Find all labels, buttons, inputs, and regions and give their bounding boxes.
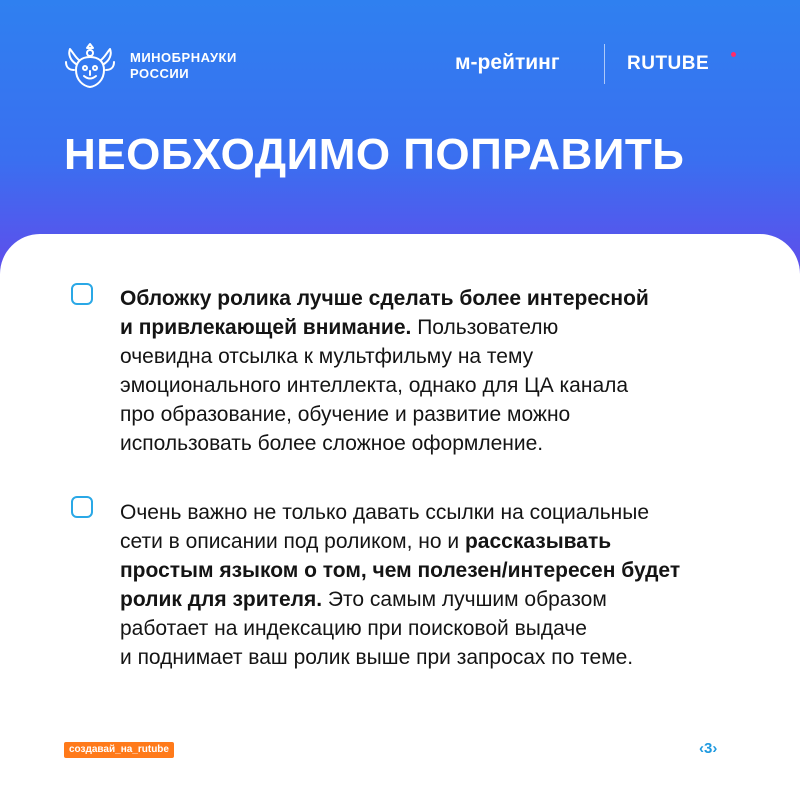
page-title: НЕОБХОДИМО ПОПРАВИТЬ (64, 130, 685, 179)
item-1-line-2-bold: и привлекающей внимание. (120, 316, 412, 339)
ministry-line-2: РОССИИ (130, 66, 190, 81)
item-1-line-6 (120, 429, 780, 458)
item-1-line-4-normal: эмоционального интеллекта, однако для ЦА канала (120, 374, 629, 397)
logo-divider (604, 44, 605, 84)
item-1-line-3 (120, 342, 780, 371)
item-1-line-2-normal: Пользователю (411, 316, 559, 339)
m-rating-logo: м-рейтинг (455, 51, 560, 74)
item-2-line-6 (120, 643, 780, 672)
item-2-line-2 (120, 527, 780, 556)
item-1-line-3-normal: очевидна отсылка к мультфильму на тему (120, 345, 534, 368)
item-1-line-5 (120, 400, 780, 429)
item-2-line-5 (120, 614, 780, 643)
page-number: 3 (704, 740, 713, 757)
item-2-line-4-bold: ролик для зрителя. (120, 588, 323, 611)
item-2-text (120, 498, 780, 672)
item-2-line-4-normal: Это самым лучшим образом (322, 588, 607, 611)
item-2-line-1-normal: Очень важно не только давать ссылки на социальные (120, 501, 650, 524)
item-1-line-5-normal: про образование, обучение и развитие можно (120, 403, 571, 426)
item-1-text (120, 284, 780, 458)
item-2-line-6-normal: и поднимает ваш ролик выше при запросах по теме. (120, 646, 634, 669)
item-2-line-2-bold: рассказывать (464, 530, 612, 553)
item-1-line-4 (120, 371, 780, 400)
item-2-line-2-normal: сети в описании под роликом, но и (120, 530, 465, 553)
hashtag-badge: создавай_на_rutube (64, 742, 174, 758)
prev-chevron-icon[interactable]: ‹ (699, 740, 704, 757)
item-2-line-4 (120, 585, 780, 614)
ministry-line-1: МИНОБРНАУКИ (130, 50, 237, 65)
item-1-line-6-normal: использовать более сложное оформление. (120, 432, 544, 455)
item-1-line-1-bold: Обложку ролика лучше сделать более интересной (120, 287, 649, 310)
item-1-line-1 (120, 284, 780, 313)
rutube-logo: RUTUBE (627, 53, 710, 74)
item-2-line-3 (120, 556, 780, 585)
ministry-name (130, 50, 237, 82)
header (0, 0, 800, 260)
rutube-dot-icon (731, 52, 736, 57)
item-1-line-2 (120, 313, 780, 342)
item-1-checkbox-icon (71, 283, 93, 305)
item-2-line-1 (120, 498, 780, 527)
next-chevron-icon[interactable]: › (712, 740, 718, 757)
page-indicator (699, 740, 717, 757)
ministry-emblem-icon (64, 40, 116, 90)
item-2-line-5-normal: работает на индексацию при поисковой выдаче (120, 617, 587, 640)
item-2-line-3-bold: простым языком о том, чем полезен/интересен будет (120, 559, 681, 582)
item-2-checkbox-icon (71, 496, 93, 518)
